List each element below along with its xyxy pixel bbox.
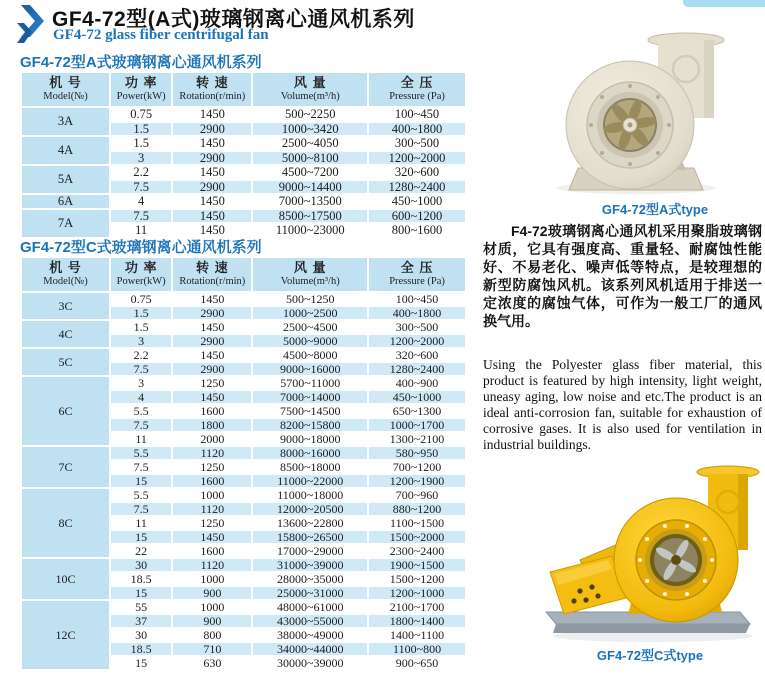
table-cell: 34000~44000	[252, 642, 368, 656]
table-cell: 1120	[172, 502, 252, 516]
table-cell: 700~960	[368, 488, 466, 502]
table-cell: 400~900	[368, 376, 466, 390]
table-cell: 1120	[172, 558, 252, 572]
column-header: 功 率 Power(kW)	[110, 72, 172, 107]
table-cell: 1450	[172, 530, 252, 544]
table-cell: 38000~49000	[252, 628, 368, 642]
table-cell: 15	[110, 656, 172, 670]
description-en: Using the Polyester glass fiber material, this product is featured by high intensity, light weight, uneasy aging, low noise and etc.The product is an ideal anti-corrosion fan, suitable for exhaustion of corrosive gases. It is also used for ventilation in industrial buildings.	[483, 357, 762, 452]
table-cell: 7000~13500	[252, 194, 368, 209]
table-cell: 1100~800	[368, 642, 466, 656]
table-cell: 800	[172, 628, 252, 642]
table-cell: 5000~9000	[252, 334, 368, 348]
table-cell: 1000~3420	[252, 122, 368, 137]
table-cell: 9000~16000	[252, 362, 368, 376]
table-row	[21, 488, 466, 502]
table-cell: 1100~1500	[368, 516, 466, 530]
table-cell: 15800~26500	[252, 530, 368, 544]
table-cell: 18.5	[110, 572, 172, 586]
table-cell: 710	[172, 642, 252, 656]
fan-c-caption: GF4-72型C式type	[596, 648, 704, 663]
table-row	[21, 292, 466, 306]
model-cell: 12C	[21, 600, 110, 670]
table-cell: 3	[110, 376, 172, 390]
table-cell: 630	[172, 656, 252, 670]
table-cell: 1200~1000	[368, 586, 466, 600]
table-cell: 100~450	[368, 292, 466, 306]
column-header: 全 压 Pressure (Pa)	[368, 257, 466, 292]
table-cell: 30	[110, 558, 172, 572]
table-cell: 11000~18000	[252, 488, 368, 502]
table-cell: 1.5	[110, 136, 172, 151]
table-cell: 25000~31000	[252, 586, 368, 600]
table-cell: 1400~1100	[368, 628, 466, 642]
column-header: 机 号 Model(№)	[21, 72, 110, 107]
table-row	[21, 348, 466, 362]
table-cell: 100~450	[368, 107, 466, 122]
table-cell: 1250	[172, 460, 252, 474]
column-header: 风 量 Volume(m³/h)	[252, 257, 368, 292]
table-cell: 17000~29000	[252, 544, 368, 558]
table-cell: 400~1800	[368, 122, 466, 137]
table-cell: 30000~39000	[252, 656, 368, 670]
table-cell: 11	[110, 516, 172, 530]
table-cell: 1.5	[110, 122, 172, 137]
fan-a-image	[538, 27, 750, 195]
table-cell: 5000~8100	[252, 151, 368, 166]
table-cell: 3	[110, 151, 172, 166]
table-cell: 1000	[172, 488, 252, 502]
table-cell: 8500~18000	[252, 460, 368, 474]
table-cell: 11	[110, 432, 172, 446]
table-cell: 31000~39000	[252, 558, 368, 572]
table-cell: 1800	[172, 418, 252, 432]
table-cell: 800~1600	[368, 223, 466, 238]
table-row	[21, 320, 466, 334]
spec-table-c-wrap	[20, 256, 467, 671]
model-cell: 5C	[21, 348, 110, 376]
spec-table-a-wrap	[20, 71, 467, 239]
column-header: 风 量 Volume(m³/h)	[252, 72, 368, 107]
table-cell: 1250	[172, 516, 252, 530]
table-cell: 1600	[172, 404, 252, 418]
table-cell: 1000	[172, 600, 252, 614]
top-right-accent-bar	[683, 0, 765, 7]
table-cell: 7500~14500	[252, 404, 368, 418]
table-cell: 1450	[172, 390, 252, 404]
model-cell: 7A	[21, 209, 110, 238]
table-cell: 1120	[172, 446, 252, 460]
table-cell: 2.2	[110, 348, 172, 362]
table-cell: 2000	[172, 432, 252, 446]
table-cell: 300~500	[368, 136, 466, 151]
table-row	[21, 107, 466, 122]
table-cell: 1450	[172, 348, 252, 362]
table-cell: 0.75	[110, 107, 172, 122]
table-cell: 300~500	[368, 320, 466, 334]
table-cell: 2500~4500	[252, 320, 368, 334]
model-cell: 4A	[21, 136, 110, 165]
table-cell: 15	[110, 474, 172, 488]
spec-table-a	[20, 71, 467, 239]
spec-table-c	[20, 256, 467, 671]
table-cell: 3	[110, 334, 172, 348]
table-cell: 7.5	[110, 502, 172, 516]
table-row	[21, 136, 466, 151]
table-cell: 43000~55000	[252, 614, 368, 628]
table-cell: 18.5	[110, 642, 172, 656]
column-header: 全 压 Pressure (Pa)	[368, 72, 466, 107]
table-cell: 5.5	[110, 446, 172, 460]
table-cell: 37	[110, 614, 172, 628]
table-cell: 48000~61000	[252, 600, 368, 614]
table-cell: 1600	[172, 544, 252, 558]
table-cell: 2.2	[110, 165, 172, 180]
table-cell: 28000~35000	[252, 572, 368, 586]
table-cell: 580~950	[368, 446, 466, 460]
table-cell: 1800~1400	[368, 614, 466, 628]
table-cell: 1000~1700	[368, 418, 466, 432]
model-cell: 4C	[21, 320, 110, 348]
table-cell: 1900~1500	[368, 558, 466, 572]
table-cell: 1500~2000	[368, 530, 466, 544]
model-cell: 7C	[21, 446, 110, 488]
table-row	[21, 209, 466, 224]
title-chevron-icon	[17, 5, 49, 43]
table-cell: 30	[110, 628, 172, 642]
description-zh: F4-72玻璃钢离心通风机采用聚脂玻璃钢材质，它具有强度高、重量轻、耐腐蚀性能好、不易老化、噪声低等特点，是较理想的新型防腐蚀风机。该系列风机适用于排送一定浓度的腐蚀气体，可作为一般工厂的通风换气用。	[483, 223, 762, 329]
table-cell: 1450	[172, 320, 252, 334]
table-row	[21, 446, 466, 460]
model-cell: 6C	[21, 376, 110, 446]
table-cell: 900	[172, 586, 252, 600]
table-cell: 9000~14400	[252, 180, 368, 195]
table-cell: 450~1000	[368, 390, 466, 404]
page-title: GF4-72型(A式)玻璃钢离心通风机系列	[52, 8, 415, 31]
table-cell: 0.75	[110, 292, 172, 306]
table-cell: 15	[110, 530, 172, 544]
table-cell: 320~600	[368, 348, 466, 362]
table-cell: 650~1300	[368, 404, 466, 418]
table-cell: 7.5	[110, 180, 172, 195]
section-title-a: GF4-72型A式玻璃钢离心通风机系列	[20, 54, 262, 71]
table-cell: 2500~4050	[252, 136, 368, 151]
table-cell: 8200~15800	[252, 418, 368, 432]
column-header: 转 速 Rotation(r/min)	[172, 257, 252, 292]
model-cell: 8C	[21, 488, 110, 558]
table-cell: 1500~1200	[368, 572, 466, 586]
table-cell: 450~1000	[368, 194, 466, 209]
model-cell: 6A	[21, 194, 110, 209]
table-cell: 1200~2000	[368, 151, 466, 166]
column-header: 转 速 Rotation(r/min)	[172, 72, 252, 107]
table-cell: 8500~17500	[252, 209, 368, 224]
table-cell: 320~600	[368, 165, 466, 180]
table-cell: 500~1250	[252, 292, 368, 306]
model-cell: 3C	[21, 292, 110, 320]
column-header: 功 率 Power(kW)	[110, 257, 172, 292]
table-cell: 500~2250	[252, 107, 368, 122]
table-cell: 900	[172, 614, 252, 628]
table-cell: 1280~2400	[368, 180, 466, 195]
column-header: 机 号 Model(№)	[21, 257, 110, 292]
table-cell: 1.5	[110, 320, 172, 334]
page-subtitle: GF4-72 glass fiber centrifugal fan	[53, 27, 269, 43]
table-cell: 15	[110, 586, 172, 600]
table-cell: 1450	[172, 194, 252, 209]
table-cell: 1450	[172, 165, 252, 180]
table-cell: 8000~16000	[252, 446, 368, 460]
table-cell: 22	[110, 544, 172, 558]
table-cell: 7.5	[110, 209, 172, 224]
table-cell: 7000~14000	[252, 390, 368, 404]
table-cell: 1280~2400	[368, 362, 466, 376]
table-cell: 600~1200	[368, 209, 466, 224]
table-cell: 7.5	[110, 460, 172, 474]
table-row	[21, 194, 466, 209]
table-cell: 1000~2500	[252, 306, 368, 320]
table-cell: 700~1200	[368, 460, 466, 474]
section-title-c: GF4-72型C式玻璃钢离心通风机系列	[20, 239, 262, 256]
table-cell: 880~1200	[368, 502, 466, 516]
table-cell: 7.5	[110, 418, 172, 432]
model-cell: 5A	[21, 165, 110, 194]
table-row	[21, 558, 466, 572]
table-row	[21, 600, 466, 614]
table-cell: 1200~1900	[368, 474, 466, 488]
table-cell: 1450	[172, 107, 252, 122]
table-row	[21, 165, 466, 180]
table-cell: 900~650	[368, 656, 466, 670]
table-cell: 5.5	[110, 488, 172, 502]
table-cell: 13600~22800	[252, 516, 368, 530]
table-cell: 5700~11000	[252, 376, 368, 390]
table-cell: 4	[110, 390, 172, 404]
table-cell: 1450	[172, 292, 252, 306]
model-cell: 3A	[21, 107, 110, 136]
table-cell: 2900	[172, 180, 252, 195]
table-cell: 2900	[172, 362, 252, 376]
table-cell: 2900	[172, 122, 252, 137]
table-cell: 12000~20500	[252, 502, 368, 516]
table-cell: 7.5	[110, 362, 172, 376]
table-cell: 1200~2000	[368, 334, 466, 348]
table-cell: 2300~2400	[368, 544, 466, 558]
table-cell: 1250	[172, 376, 252, 390]
table-cell: 55	[110, 600, 172, 614]
fan-a-caption: GF4-72型A式type	[601, 202, 709, 217]
table-cell: 11000~23000	[252, 223, 368, 238]
table-cell: 2900	[172, 306, 252, 320]
table-cell: 1600	[172, 474, 252, 488]
fan-c-image	[528, 464, 763, 644]
table-cell: 1000	[172, 572, 252, 586]
table-cell: 1300~2100	[368, 432, 466, 446]
table-cell: 4500~7200	[252, 165, 368, 180]
table-cell: 11000~22000	[252, 474, 368, 488]
table-cell: 2900	[172, 334, 252, 348]
table-cell: 1450	[172, 136, 252, 151]
table-cell: 1.5	[110, 306, 172, 320]
table-cell: 1450	[172, 209, 252, 224]
model-cell: 10C	[21, 558, 110, 600]
table-cell: 400~1800	[368, 306, 466, 320]
table-cell: 4	[110, 194, 172, 209]
table-row	[21, 376, 466, 390]
table-cell: 1450	[172, 223, 252, 238]
table-cell: 9000~18000	[252, 432, 368, 446]
table-cell: 2900	[172, 151, 252, 166]
table-cell: 11	[110, 223, 172, 238]
table-cell: 5.5	[110, 404, 172, 418]
table-cell: 2100~1700	[368, 600, 466, 614]
table-cell: 4500~8000	[252, 348, 368, 362]
